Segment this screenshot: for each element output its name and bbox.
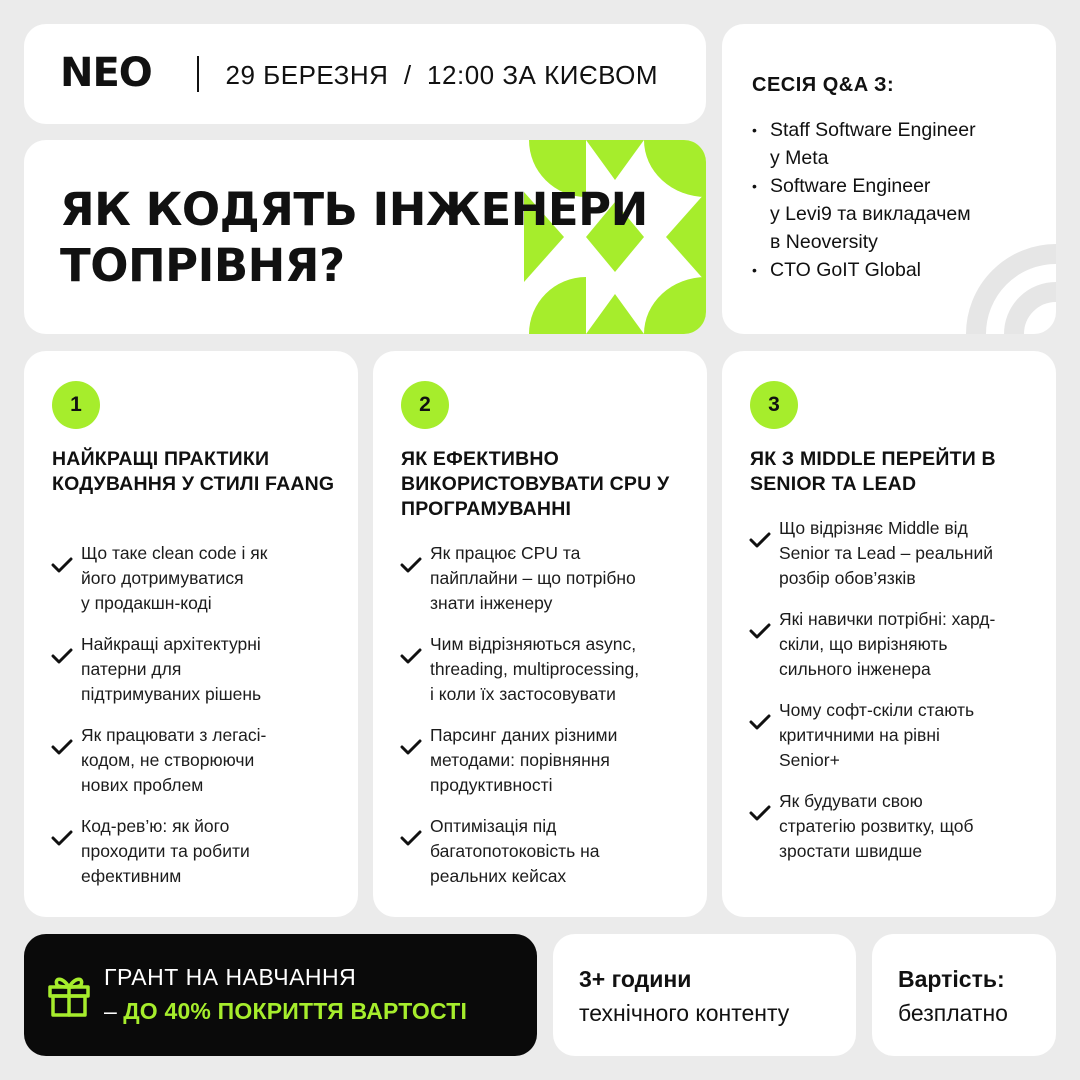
- hours-card: [553, 934, 856, 1056]
- list-item-text: Які навички потрібні: хард- скіли, що вирізняють сильного інженера: [779, 609, 996, 679]
- check-icon: [749, 623, 771, 639]
- list-item-text: Найкращі архітектурні патерни для підтримуваних рішень: [81, 634, 262, 704]
- list-item-text: Парсинг даних різними методами: порівняння продуктивності: [430, 725, 618, 795]
- list-item: [24, 632, 358, 723]
- list-item: [24, 541, 358, 632]
- qa-speaker-item: [752, 116, 1042, 172]
- event-header: [24, 24, 706, 124]
- grant-card: [24, 934, 537, 1056]
- list-item: [722, 789, 1056, 880]
- list-item-text: Як будувати свою стратегію розвитку, щоб зростати швидше: [779, 791, 974, 861]
- list-item-text: Як працює CPU та пайплайни – що потрібно знати інженеру: [430, 543, 636, 613]
- hours-label: технічного контенту: [579, 1000, 790, 1026]
- bullet-icon: •: [752, 178, 757, 194]
- price-value: безплатно: [898, 1000, 1008, 1026]
- topic-number-badge: 1: [52, 381, 100, 429]
- page-title: ЯК КОДЯТЬ ІНЖЕНЕРИ ТОПРІВНЯ?: [60, 183, 648, 292]
- list-item-text: Чим відрізняються async, threading, multiprocessing, і коли їх застосовувати: [430, 634, 640, 704]
- topic-title: ЯК З MIDDLE ПЕРЕЙТИ В SENIOR ТА LEAD: [750, 448, 996, 495]
- qa-session-card: [722, 24, 1056, 334]
- topic-card-1: [24, 351, 358, 917]
- bullet-icon: •: [752, 262, 757, 278]
- list-item-text: Чому софт-скіли стають критичними на рівні Senior+: [779, 700, 975, 770]
- list-item-text: Код-рев’ю: як його проходити та робити ефективним: [81, 816, 250, 886]
- list-item: [373, 541, 707, 632]
- list-item-text: Що таке clean code і як його дотримуватися у продакшн-коді: [81, 543, 268, 613]
- list-item: [24, 723, 358, 814]
- qa-speaker-text: Software Engineer у Levi9 та викладачем в Neoversity: [770, 175, 971, 253]
- price-card: [872, 934, 1056, 1056]
- list-item: [722, 698, 1056, 789]
- list-item: [373, 632, 707, 723]
- grant-title: ГРАНТ НА НАВЧАННЯ: [104, 964, 357, 990]
- event-date-time: 29 БЕРЕЗНЯ / 12:00 ЗА КИЄВОМ: [225, 60, 658, 90]
- check-icon: [51, 648, 73, 664]
- grant-subtitle: [104, 998, 467, 1025]
- check-icon: [51, 739, 73, 755]
- list-item: [373, 814, 707, 905]
- topic-items: [722, 516, 1056, 880]
- neo-logo: NEO: [60, 50, 152, 96]
- qa-speaker-item: [752, 172, 1042, 256]
- list-item: [722, 607, 1056, 698]
- qa-speaker-text: CTO GoIT Global: [770, 259, 922, 281]
- qa-speaker-item: [752, 256, 1042, 284]
- check-icon: [400, 557, 422, 573]
- check-icon: [749, 714, 771, 730]
- check-icon: [51, 557, 73, 573]
- grant-coverage: ДО 40% ПОКРИТТЯ ВАРТОСТІ: [123, 998, 468, 1024]
- topic-card-2: [373, 351, 707, 917]
- topic-items: [373, 541, 707, 905]
- list-item-text: Що відрізняє Middle від Senior та Lead – реальний розбір обов’язків: [779, 518, 993, 588]
- check-icon: [749, 805, 771, 821]
- title-card: [24, 140, 706, 334]
- qa-speaker-text: Staff Software Engineer у Meta: [770, 119, 976, 169]
- list-item-text: Як працювати з легасі- кодом, не створюючи нових проблем: [81, 725, 267, 795]
- gift-icon: [46, 972, 92, 1018]
- topic-title: ЯК ЕФЕКТИВНО ВИКОРИСТОВУВАТИ CPU У ПРОГРАМУВАННІ: [401, 448, 670, 520]
- price-label: Вартість:: [898, 966, 1005, 992]
- topic-number-badge: 2: [401, 381, 449, 429]
- topic-items: [24, 541, 358, 905]
- list-item: [722, 516, 1056, 607]
- check-icon: [749, 532, 771, 548]
- topic-title: НАЙКРАЩІ ПРАКТИКИ КОДУВАННЯ У СТИЛІ FAANG: [52, 448, 335, 495]
- topic-card-3: [722, 351, 1056, 917]
- qa-speakers-list: [752, 116, 1042, 284]
- list-item-text: Оптимізація під багатопотоковість на реальних кейсах: [430, 816, 600, 886]
- grant-dash: –: [104, 998, 124, 1024]
- list-item: [24, 814, 358, 905]
- qa-heading: СЕСІЯ Q&A З:: [752, 74, 895, 96]
- bullet-icon: •: [752, 122, 757, 138]
- check-icon: [51, 830, 73, 846]
- hours-value: 3+ години: [579, 966, 692, 992]
- check-icon: [400, 739, 422, 755]
- topic-number-badge: 3: [750, 381, 798, 429]
- list-item: [373, 723, 707, 814]
- check-icon: [400, 830, 422, 846]
- check-icon: [400, 648, 422, 664]
